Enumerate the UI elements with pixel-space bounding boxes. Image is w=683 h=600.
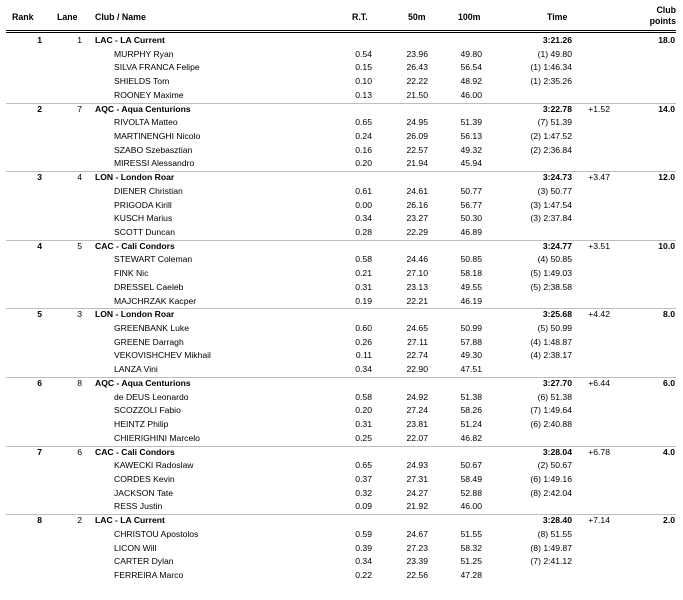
swimmer-split-100m: 46.19 [460,295,482,306]
swimmer-split-50m: 22.90 [406,364,428,375]
swimmer-row [0,391,683,405]
swimmer-reaction-time: 0.34 [355,364,372,375]
swimmer-row [0,349,683,363]
team-time-behind: +6.78 [588,446,610,457]
swimmer-split-100m: 56.54 [460,62,482,73]
team-club: LON - London Roar [95,172,175,183]
team-lane: 8 [77,377,82,388]
swimmer-row [0,89,683,103]
swimmer-reaction-time: 0.65 [355,117,372,128]
swimmer-reaction-time: 0.37 [355,473,372,484]
swimmer-cumulative-time: (7) 1:49.64 [530,405,572,416]
swimmer-name: SHIELDS Tom [114,76,170,87]
swimmer-row [0,61,683,75]
swimmer-reaction-time: 0.59 [355,528,372,539]
swimmer-split-50m: 27.23 [406,542,428,553]
team-club-points: 8.0 [663,309,675,320]
swimmer-split-50m: 23.27 [406,213,428,224]
header-rank: Rank [12,12,34,22]
swimmer-split-50m: 24.65 [406,323,428,334]
swimmer-name: KUSCH Marius [114,213,173,224]
swimmer-split-50m: 22.56 [406,569,428,580]
swimmer-cumulative-time: (2) 2:36.84 [530,144,572,155]
swimmer-split-50m: 24.46 [406,254,428,265]
team-row [0,103,683,117]
swimmer-name: SILVA FRANCA Felipe [114,62,200,73]
swimmer-row [0,418,683,432]
header-club-points-line2: points [649,16,676,26]
team-block [0,308,683,377]
swimmer-cumulative-time: (2) 1:47.52 [530,130,572,141]
swimmer-reaction-time: 0.28 [355,226,372,237]
swimmer-split-50m: 23.13 [406,281,428,292]
swimmer-split-50m: 26.16 [406,199,428,210]
header-club-points-line1: Club [656,5,676,15]
swimmer-split-100m: 46.00 [460,89,482,100]
team-lane: 1 [77,35,82,45]
swimmer-cumulative-time: (4) 2:38.17 [530,350,572,361]
swimmer-split-100m: 46.89 [460,226,482,237]
swimmer-reaction-time: 0.60 [355,323,372,334]
swimmer-cumulative-time: (3) 1:47.54 [530,199,572,210]
swimmer-reaction-time: 0.20 [355,158,372,169]
swimmer-split-50m: 24.95 [406,117,428,128]
swimmer-name: VEKOVISHCHEV Mikhail [114,350,211,361]
swimmer-row [0,336,683,350]
header-rule-bottom [6,32,676,33]
swimmer-split-100m: 45.94 [460,158,482,169]
swimmer-split-100m: 50.85 [460,254,482,265]
swimmer-cumulative-time: (1) 1:46.34 [530,62,572,73]
team-time: 3:27.70 [542,377,572,388]
swimmer-cumulative-time: (7) 2:41.12 [530,556,572,567]
swimmer-reaction-time: 0.32 [355,487,372,498]
swimmer-split-50m: 26.09 [406,130,428,141]
team-rank: 4 [37,240,42,251]
swimmer-split-100m: 48.92 [460,76,482,87]
header-rule-top [6,30,676,31]
swimmer-reaction-time: 0.13 [355,89,372,100]
swimmer-split-50m: 22.21 [406,295,428,306]
swimmer-split-50m: 24.93 [406,460,428,471]
team-rank: 1 [37,35,42,45]
swimmer-split-50m: 23.81 [406,419,428,430]
swimmer-split-100m: 58.49 [460,473,482,484]
swimmer-split-100m: 50.30 [460,213,482,224]
swimmer-name: MURPHY Ryan [114,48,174,59]
swimmer-row [0,185,683,199]
swimmer-cumulative-time: (5) 2:38.58 [530,281,572,292]
team-block [0,103,683,172]
swimmer-name: RIVOLTA Matteo [114,117,178,128]
swimmer-name: LANZA Vini [114,364,158,375]
swimmer-row [0,295,683,309]
swimmer-reaction-time: 0.26 [355,336,372,347]
swimmer-cumulative-time: (1) 2:35.26 [530,76,572,87]
swimmer-split-100m: 52.88 [460,487,482,498]
swimmer-name: GREENE Darragh [114,336,184,347]
swimmer-name: RESS Justin [114,501,163,512]
swimmer-row [0,75,683,89]
swimmer-split-50m: 21.94 [406,158,428,169]
swimmer-cumulative-time: (6) 51.38 [537,391,572,402]
team-club-points: 2.0 [663,515,675,526]
swimmer-split-100m: 58.32 [460,542,482,553]
swimmer-name: MIRESSI Alessandro [114,158,195,169]
swimmer-split-50m: 22.74 [406,350,428,361]
swimmer-reaction-time: 0.25 [355,432,372,443]
swimmer-split-100m: 47.51 [460,364,482,375]
swimmer-cumulative-time: (8) 1:49.87 [530,542,572,553]
swimmer-cumulative-time: (7) 51.39 [537,117,572,128]
swimmer-reaction-time: 0.58 [355,391,372,402]
swimmer-row [0,487,683,501]
team-club-points: 6.0 [663,377,675,388]
swimmer-split-50m: 27.11 [407,336,428,347]
swimmer-row [0,281,683,295]
swimmer-reaction-time: 0.65 [355,460,372,471]
team-club-points: 10.0 [658,240,675,251]
team-block [0,446,683,515]
swimmer-reaction-time: 0.34 [355,213,372,224]
swimmer-reaction-time: 0.11 [355,350,372,361]
swimmer-split-50m: 24.27 [406,487,428,498]
swimmer-row [0,130,683,144]
swimmer-reaction-time: 0.20 [355,405,372,416]
team-row [0,446,683,460]
swimmer-row [0,473,683,487]
team-lane: 7 [77,103,82,114]
swimmer-reaction-time: 0.54 [355,48,372,59]
team-time-behind: +4.42 [588,309,610,320]
team-time-behind: +7.14 [588,515,610,526]
swimmer-row [0,267,683,281]
team-row [0,240,683,254]
team-block [0,377,683,446]
swimmer-row [0,459,683,473]
team-time-behind: +6.44 [588,377,610,388]
swimmer-reaction-time: 0.09 [355,501,372,512]
team-club: AQC - Aqua Centurions [95,103,191,114]
swimmer-split-100m: 46.00 [460,501,482,512]
swimmer-name: FERREIRA Marco [114,569,184,580]
team-club: LAC - LA Current [95,515,165,526]
swimmer-split-100m: 47.28 [460,569,482,580]
swimmer-cumulative-time: (5) 50.99 [537,323,572,334]
swimmer-row [0,542,683,556]
header-club-name: Club / Name [95,12,146,22]
swimmer-reaction-time: 0.22 [355,569,372,580]
swimmer-split-50m: 23.39 [406,556,428,567]
team-row [0,377,683,391]
swimmer-row [0,116,683,130]
team-lane: 4 [77,172,82,183]
swimmer-reaction-time: 0.39 [355,542,372,553]
swimmer-row [0,404,683,418]
swimmer-row [0,212,683,226]
team-row [0,308,683,322]
team-row [0,514,683,528]
swimmer-row [0,157,683,171]
swimmer-reaction-time: 0.16 [355,144,372,155]
swimmer-reaction-time: 0.58 [355,254,372,265]
swimmer-split-50m: 27.24 [406,405,428,416]
team-lane: 5 [77,240,82,251]
swimmer-reaction-time: 0.31 [355,419,372,430]
swimmer-split-50m: 22.29 [406,226,428,237]
swimmer-cumulative-time: (5) 1:49.03 [530,268,572,279]
team-row [0,34,683,48]
team-club: CAC - Cali Condors [95,446,175,457]
swimmer-name: GREENBANK Luke [114,323,189,334]
team-club-points: 14.0 [658,103,675,114]
swimmer-reaction-time: 0.15 [355,62,372,73]
team-rank: 3 [37,172,42,183]
team-club-points: 12.0 [658,172,675,183]
swimmer-reaction-time: 0.24 [355,130,372,141]
results-table [0,34,683,583]
team-rank: 6 [37,377,42,388]
swimmer-split-100m: 50.67 [460,460,482,471]
swimmer-name: SCOTT Duncan [114,226,175,237]
swimmer-row [0,555,683,569]
swimmer-reaction-time: 0.19 [355,295,372,306]
swimmer-name: LICON Will [114,542,157,553]
team-block [0,34,683,103]
swimmer-row [0,500,683,514]
header-time: Time [547,12,568,22]
swimmer-name: CHIERIGHINI Marcelo [114,432,200,443]
swimmer-name: HEINTZ Philip [114,419,169,430]
swimmer-name: STEWART Coleman [114,254,193,265]
swimmer-row [0,363,683,377]
header-reaction-time: R.T. [352,12,368,22]
team-rank: 7 [37,446,42,457]
swimmer-cumulative-time: (8) 51.55 [537,528,572,539]
swimmer-reaction-time: 0.21 [355,268,372,279]
team-lane: 6 [77,446,82,457]
swimmer-split-50m: 27.10 [406,268,428,279]
swimmer-cumulative-time: (4) 1:48.87 [530,336,572,347]
swimmer-name: KAWECKI Radoslaw [114,460,194,471]
swimmer-split-50m: 22.07 [406,432,428,443]
team-time: 3:21.26 [542,35,572,45]
team-row [0,171,683,185]
team-rank: 2 [37,103,42,114]
team-time: 3:28.40 [542,515,572,526]
swimmer-split-100m: 49.32 [460,144,482,155]
swimmer-name: ROONEY Maxime [114,89,184,100]
swimmer-cumulative-time: (3) 50.77 [537,185,572,196]
swimmer-split-50m: 21.92 [406,501,428,512]
swimmer-cumulative-time: (4) 50.85 [537,254,572,265]
swimmer-cumulative-time: (8) 2:42.04 [530,487,572,498]
swimmer-split-100m: 58.26 [460,405,482,416]
swimmer-name: PRIGODA Kirill [114,199,172,210]
swimmer-split-100m: 51.25 [460,556,482,567]
swimmer-cumulative-time: (6) 1:49.16 [530,473,572,484]
swimmer-name: SZABO Szebasztian [114,144,193,155]
team-block [0,240,683,309]
swimmer-cumulative-time: (3) 2:37.84 [530,213,572,224]
team-club: AQC - Aqua Centurions [95,377,191,388]
team-rank: 5 [37,309,42,320]
swimmer-split-50m: 23.96 [406,48,428,59]
swimmer-split-100m: 51.38 [460,391,482,402]
swimmer-name: de DEUS Leonardo [114,391,189,402]
swimmer-row [0,199,683,213]
swimmer-cumulative-time: (2) 50.67 [537,460,572,471]
swimmer-split-50m: 21.50 [406,89,428,100]
team-club-points: 18.0 [658,35,675,45]
team-club: LAC - LA Current [95,35,165,45]
swimmer-split-100m: 58.18 [460,268,482,279]
swimmer-split-100m: 49.30 [460,350,482,361]
team-time: 3:25.68 [542,309,572,320]
swimmer-name: MARTINENGHI Nicolo [114,130,201,141]
results-header [0,0,683,34]
swimmer-split-50m: 26.43 [406,62,428,73]
team-time: 3:24.73 [542,172,572,183]
header-split-50m: 50m [408,12,426,22]
team-time: 3:28.04 [542,446,572,457]
swimmer-split-50m: 24.61 [406,185,428,196]
swimmer-row [0,322,683,336]
swimmer-split-100m: 50.99 [460,323,482,334]
swimmer-name: DIENER Christian [114,185,183,196]
swimmer-reaction-time: 0.61 [355,185,372,196]
swimmer-split-100m: 49.80 [460,48,482,59]
team-block [0,171,683,240]
swimmer-name: CARTER Dylan [114,556,174,567]
swimmer-name: CORDES Kevin [114,473,175,484]
swimmer-split-100m: 50.77 [460,185,482,196]
team-time: 3:22.78 [542,103,572,114]
swimmer-name: DRESSEL Caeleb [114,281,184,292]
swimmer-split-100m: 51.55 [460,528,482,539]
swimmer-row [0,144,683,158]
team-block [0,514,683,583]
swimmer-cumulative-time: (1) 49.80 [537,48,572,59]
header-split-100m: 100m [458,12,481,22]
swimmer-split-100m: 56.77 [460,199,482,210]
swimmer-row [0,226,683,240]
team-time-behind: +3.47 [588,172,610,183]
team-club: CAC - Cali Condors [95,240,175,251]
swimmer-row [0,569,683,583]
swimmer-split-100m: 57.88 [460,336,482,347]
swimmer-reaction-time: 0.34 [355,556,372,567]
swimmer-cumulative-time: (6) 2:40.88 [530,419,572,430]
team-rank: 8 [37,515,42,526]
team-time-behind: +3.51 [588,240,610,251]
team-club: LON - London Roar [95,309,175,320]
swimmer-name: JACKSON Tate [114,487,174,498]
swimmer-row [0,432,683,446]
team-time: 3:24.77 [542,240,572,251]
swimmer-split-50m: 22.22 [406,76,428,87]
team-lane: 3 [77,309,82,320]
swimmer-split-100m: 49.55 [460,281,482,292]
swimmer-row [0,528,683,542]
swimmer-split-100m: 51.24 [460,419,482,430]
swimmer-row [0,253,683,267]
swimmer-reaction-time: 0.10 [355,76,372,87]
swimmer-split-50m: 24.67 [406,528,428,539]
swimmer-split-50m: 22.57 [406,144,428,155]
team-lane: 2 [77,515,82,526]
swimmer-name: MAJCHRZAK Kacper [114,295,197,306]
team-club-points: 4.0 [663,446,675,457]
team-time-behind: +1.52 [588,103,610,114]
swimmer-split-100m: 51.39 [460,117,482,128]
swimmer-split-50m: 27.31 [406,473,428,484]
swimmer-reaction-time: 0.31 [355,281,372,292]
swimmer-split-50m: 24.92 [406,391,428,402]
swimmer-name: SCOZZOLI Fabio [114,405,181,416]
swimmer-name: CHRISTOU Apostolos [114,528,199,539]
swimmer-reaction-time: 0.00 [355,199,372,210]
header-lane: Lane [57,12,78,22]
swimmer-name: FINK Nic [114,268,149,279]
swimmer-split-100m: 56.13 [460,130,482,141]
swimmer-row [0,48,683,62]
swimmer-split-100m: 46.82 [460,432,482,443]
